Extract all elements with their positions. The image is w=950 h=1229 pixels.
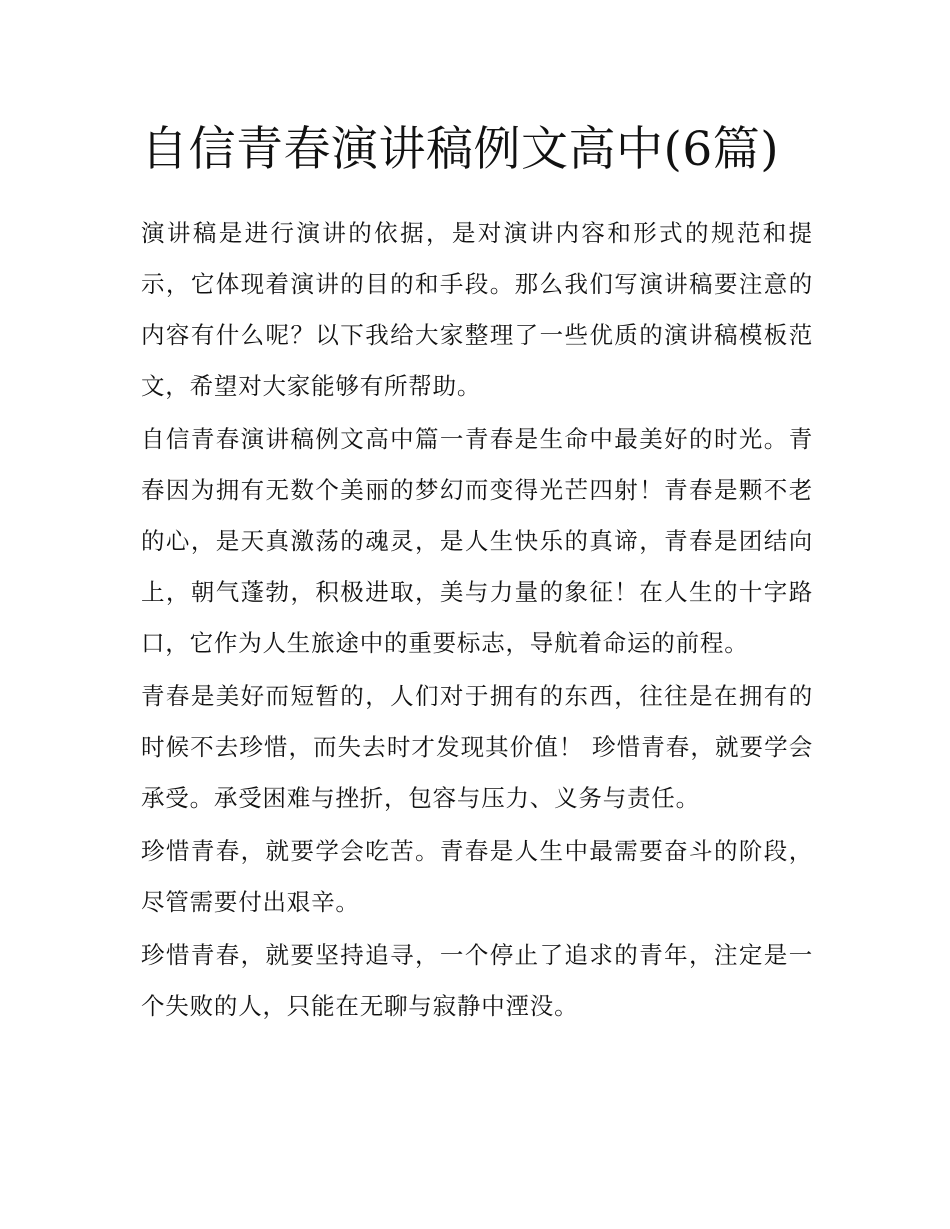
document-title: 自信青春演讲稿例文高中(6篇) — [141, 122, 780, 177]
paragraph-intro: 演讲稿是进行演讲的依据，是对演讲内容和形式的规范和提示，它体现着演讲的目的和手段。那么我们写演讲稿要注意的内容有什么呢？以下我给大家整理了一些优质的演讲稿模板范文，希望对大家能够有所帮助。 — [141, 219, 813, 400]
paragraph-hardship: 珍惜青春，就要学会吃苦。青春是人生中最需要奋斗的阶段，尽管需要付出艰辛。 — [141, 837, 813, 916]
paragraph-pursuit: 珍惜青春，就要坚持追寻，一个停止了追求的青年，注定是一个失败的人，只能在无聊与寂静中湮没。 — [141, 941, 813, 1020]
paragraph-article-one: 自信青春演讲稿例文高中篇一青春是生命中最美好的时光。青春因为拥有无数个美丽的梦幻而变得光芒四射！青春是颗不老的心，是天真激荡的魂灵，是人生快乐的真谛，青春是团结向上，朝气蓬勃，积极进取，美与力量的象征！在人生的十字路口，它作为人生旅途中的重要标志，导航着命运的前程。 — [141, 425, 813, 657]
document-body — [141, 112, 813, 1034]
paragraph-cherish-value: 青春是美好而短暂的，人们对于拥有的东西，往往是在拥有的时候不去珍惜，而失去时才发现其价值！ 珍惜青春，就要学会承受。承受困难与挫折，包容与压力、义务与责任。 — [141, 682, 813, 812]
